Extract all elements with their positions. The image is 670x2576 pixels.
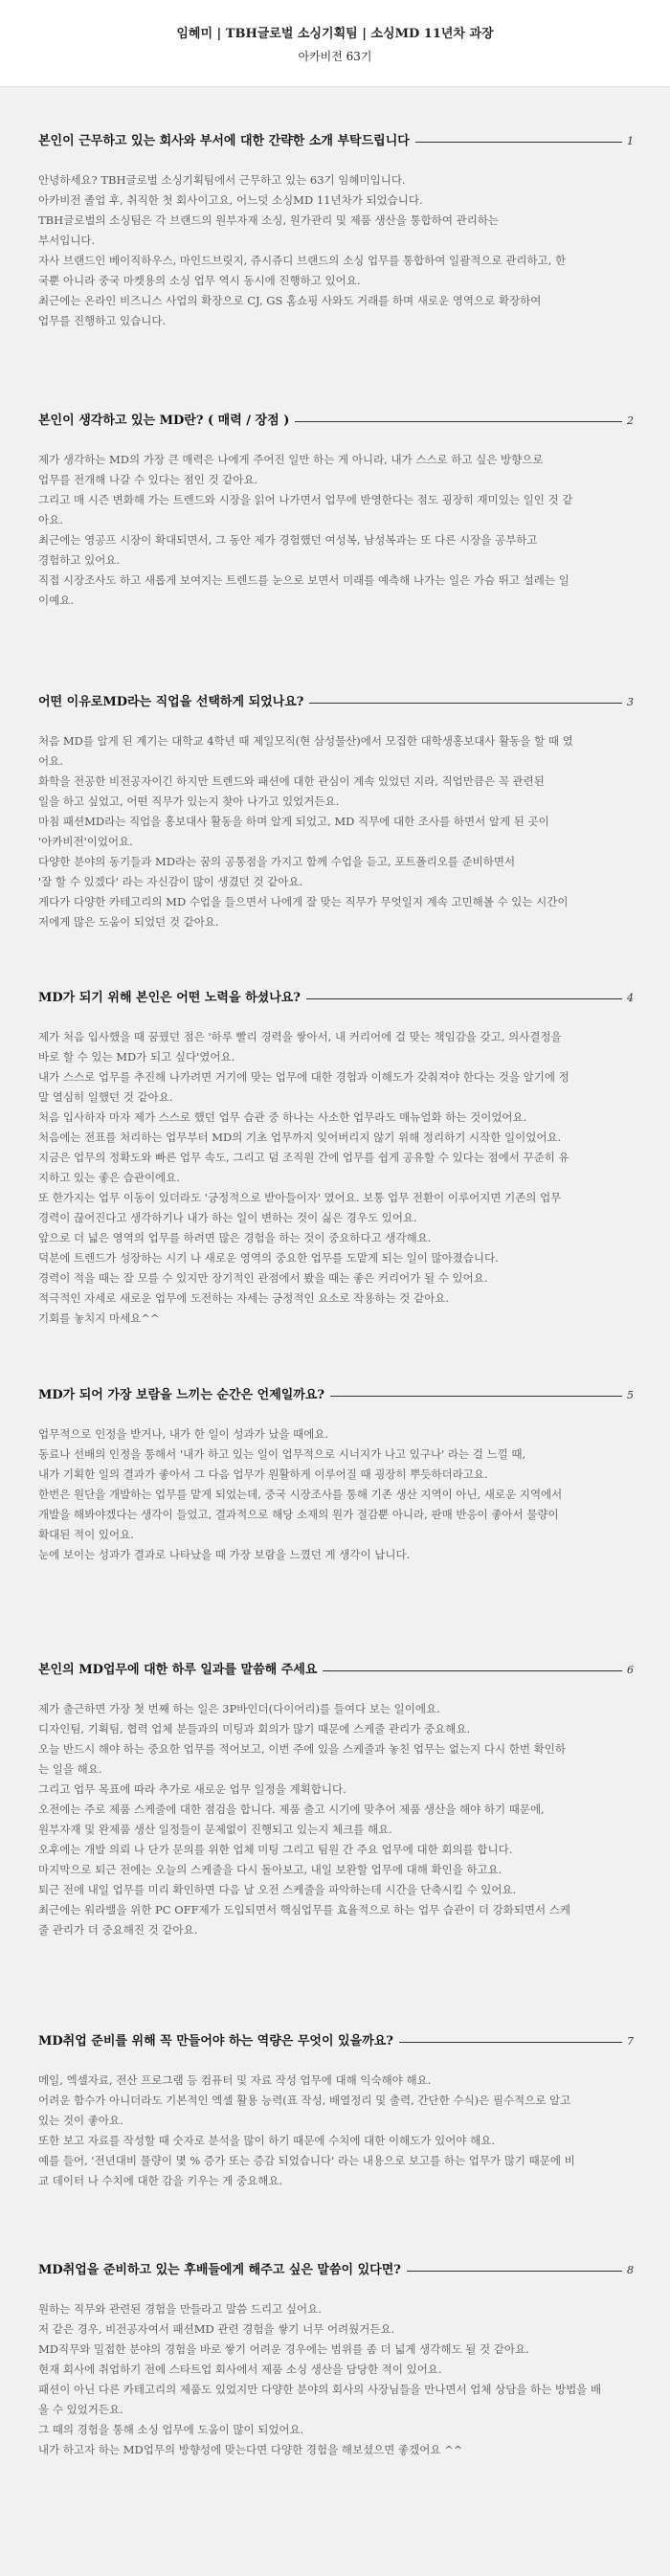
answer-line: 오전에는 주로 제품 스케줄에 대한 점검을 합니다. 제품 출고 시기에 맞추어 제품 생산을 해야 하기 때문에, xyxy=(38,1803,545,1816)
question-title: 본인이 생각하고 있는 MD란? ( 매력 / 장점 ) xyxy=(38,412,295,431)
answer-line: 예를 들어, '전년대비 물량이 몇 % 증가 또는 증감 되었습니다' 라는 내용으로 보고를 하는 업무가 많기 때문에 비 xyxy=(38,2154,575,2167)
answer-line: 마침 패션MD라는 직업을 홍보대사 활동을 하며 알게 되었고, MD 직무에 대한 조사를 하면서 알게 된 곳이 xyxy=(38,815,549,828)
qa-section-4 xyxy=(38,989,634,1329)
question-number: 6 xyxy=(627,1664,634,1676)
qa-section-6 xyxy=(38,1661,634,1940)
answer-line: 업무를 진행하고 있습니다. xyxy=(38,314,167,327)
answer-line: 자사 브랜드인 베이직하우스, 마인드브릿지, 쥬시쥬디 브랜드의 소싱 업무를 통합하여 일괄적으로 관리하고, 한 xyxy=(38,254,567,267)
answer-line: 그리고 매 시즌 변화해 가는 트렌드와 시장을 읽어 나가면서 업무에 반영한다는 점도 굉장히 재미있는 일인 것 같 xyxy=(38,493,573,506)
question-title: MD취업 준비를 위해 꼭 만들어야 하는 역량은 무엇이 있을까요? xyxy=(38,2032,399,2051)
answer-line: 내가 스스로 업무를 추진해 나가려면 거기에 맞는 업무에 대한 경험과 이해도가 갖춰져야 한다는 것을 알기에 정 xyxy=(38,1070,570,1084)
question-number: 1 xyxy=(627,135,634,147)
answer-line: 화학을 전공한 비전공자이긴 하지만 트렌드와 패션에 대한 관심이 계속 있었던 지라, 직업만큼은 꼭 관련된 xyxy=(38,774,545,788)
answer-line: 그리고 업무 목표에 따라 추가로 새로운 업무 일정을 계획합니다. xyxy=(38,1782,346,1796)
answer-line: 경력이 끊어진다고 생각하기나 내가 하는 일이 변하는 것이 싫은 경우도 있어요. xyxy=(38,1211,417,1224)
answer-line: 처음 입사하자 마자 제가 스스로 했던 업무 습관 중 하나는 사소한 업무라도 매뉴얼화 하는 것이었어요. xyxy=(38,1110,527,1124)
profile-header xyxy=(0,0,670,87)
answer-line: 교 데이터 나 수치에 대한 감을 키우는 게 중요해요. xyxy=(38,2174,283,2187)
answer-line: 이예요. xyxy=(38,594,74,607)
question-header xyxy=(38,132,634,153)
answer-line: 패션이 아닌 다른 카테고리의 제품도 있었지만 다양한 분야의 회사의 사장님들을 만나면서 업체 상담을 하는 방법을 배 xyxy=(38,2383,602,2396)
answer-line: 말 열심히 일했던 것 같아요. xyxy=(38,1090,173,1104)
answer-line: 아카비전 졸업 후, 취직한 첫 회사이고요, 어느덧 소싱MD 11년차가 되었습니다. xyxy=(38,193,423,207)
answer-line: 안녕하세요? TBH글로벌 소싱기획팀에서 근무하고 있는 63기 임혜미입니다. xyxy=(38,173,406,187)
answer-line: 다양한 분야의 동기들과 MD라는 꿈의 공통점을 가지고 함께 수업을 듣고, 포트폴리오를 준비하면서 xyxy=(38,855,516,868)
answer-line: 업무적으로 인정을 받거나, 내가 한 일이 성과가 났을 때에요. xyxy=(38,1427,329,1441)
question-header xyxy=(38,1386,634,1407)
answer-line: 어요. xyxy=(38,754,63,768)
question-header xyxy=(38,989,634,1010)
answer-line: 개발을 해봐야겠다는 생각이 들었고, 결과적으로 해당 소재의 원가 절감뿐 아니라, 판매 반응이 좋아서 물량이 xyxy=(38,1508,559,1521)
answer-line: 업무를 전개해 나갈 수 있다는 점인 것 같아요. xyxy=(38,473,258,486)
answer-line: 제가 처음 입사했을 때 꿈꿨던 점은 '하루 빨리 경력을 쌓아서, 내 커리어에 걸 맞는 책임감을 갖고, 의사결정을 xyxy=(38,1030,562,1043)
question-title: MD가 되기 위해 본인은 어떤 노력을 하셨나요? xyxy=(38,989,306,1008)
answer-line: 처음 MD를 알게 된 계기는 대학교 4학년 때 제일모직(현 삼성물산)에서 모집한 대학생홍보대사 활동을 할 때 였 xyxy=(38,734,573,748)
answer-line: 내가 기획한 일의 결과가 좋아서 그 다음 업무가 원활하게 이루어질 때 굉장히 뿌듯하더라고요. xyxy=(38,1467,488,1481)
qa-section-8 xyxy=(38,2261,634,2460)
answer-line: 울 수 있었거든요. xyxy=(38,2403,123,2416)
answer-line: 게다가 다양한 카테고리의 MD 수업을 들으면서 나에게 잘 맞는 직무가 무엇일지 계속 고민해볼 수 있는 시간이 xyxy=(38,895,569,908)
answer-line: 메일, 엑셀자료, 전산 프로그램 등 컴퓨터 및 자료 작성 업무에 대해 익숙해야 해요. xyxy=(38,2073,432,2087)
answer-line: 경험하고 있어요. xyxy=(38,553,121,567)
answer-line: 확대된 적이 있어요. xyxy=(38,1528,134,1541)
answer-line: MD직무와 밀접한 분야의 경험을 바로 쌓기 어려운 경우에는 범위를 좀 더 넓게 생각해도 될 것 같아요. xyxy=(38,2342,529,2356)
answer-line: 디자인팀, 기획팀, 협력 업체 분들과의 미팅과 회의가 많기 때문에 스케줄 관리가 중요해요. xyxy=(38,1722,471,1736)
answer-line: 덕분에 트렌드가 성장하는 시기 나 새로운 영역의 중요한 업무를 도맡게 되는 일이 많아졌습니다. xyxy=(38,1251,499,1265)
qa-section-2 xyxy=(38,412,634,611)
question-number: 4 xyxy=(627,992,634,1004)
question-title: 어떤 이유로MD라는 직업을 선택하게 되었나요? xyxy=(38,693,309,712)
answer-line: TBH글로벌의 소싱팀은 각 브랜드의 원부자재 소싱, 원가관리 및 제품 생산을 통합하여 관리하는 xyxy=(38,213,500,227)
answer-text xyxy=(38,2299,634,2460)
answer-line: 한번은 원단을 개발하는 업무를 맡게 되었는데, 중국 시장조사를 통해 기존 생산 지역이 아닌, 새로운 지역에서 xyxy=(38,1488,563,1501)
question-title: 본인의 MD업무에 대한 하루 일과를 말씀해 주세요 xyxy=(38,1661,323,1680)
answer-text xyxy=(38,450,634,611)
answer-line: 기회를 놓치지 마세요^^ xyxy=(38,1311,160,1325)
profile-org-line: 아카비전 63기 xyxy=(298,50,372,63)
answer-line: 최근에는 워라밸을 위한 PC OFF제가 도입되면서 핵심업무를 효율적으로 하는 업무 습관이 더 강화되면서 스케 xyxy=(38,1903,571,1916)
answer-line: 오후에는 개발 의뢰 나 단가 문의를 위한 업체 미팅 그리고 팀원 간 주요 업무에 대한 회의를 합니다. xyxy=(38,1843,513,1856)
answer-line: 제가 생각하는 MD의 가장 큰 매력은 나에게 주어진 일만 하는 게 아니라, 내가 스스로 하고 싶은 방향으로 xyxy=(38,453,544,466)
answer-line: 는 일을 해요. xyxy=(38,1762,102,1776)
answer-line: 줄 관리가 더 중요해진 것 같아요. xyxy=(38,1923,198,1937)
answer-text xyxy=(38,2071,634,2191)
answer-line: 또한 보고 자료를 작성할 때 숫자로 분석을 많이 하기 때문에 수치에 대한 이해도가 있어야 해요. xyxy=(38,2134,495,2147)
answer-line: 국뿐 아니라 중국 마켓용의 소싱 업무 역시 동시에 진행하고 있어요. xyxy=(38,274,361,287)
answer-line: 원하는 직무와 관련된 경험을 만들라고 말씀 드리고 싶어요. xyxy=(38,2302,322,2316)
answer-text xyxy=(38,1027,634,1329)
answer-line: 경력이 적을 때는 잘 모를 수 있지만 장기적인 관점에서 봤을 때는 좋은 커리어가 될 수 있어요. xyxy=(38,1271,488,1285)
answer-line: 그 때의 경험을 통해 소싱 업무에 도움이 많이 되었어요. xyxy=(38,2423,304,2436)
answer-line: 원부자재 및 완제품 생산 일정들이 문제없이 진행되고 있는지 체크를 해요. xyxy=(38,1823,392,1836)
question-number: 5 xyxy=(627,1389,634,1401)
answer-line: 내가 하고자 하는 MD업무의 방향성에 맞는다면 다양한 경험을 해보셨으면 좋겠어요 ^^ xyxy=(38,2443,463,2456)
profile-name-line: 임혜미 | TBH글로벌 소싱기획팀 | 소싱MD 11년차 과장 xyxy=(176,27,494,41)
answer-line: 저 같은 경우, 비전공자여서 패션MD 관련 경험을 쌓기 너무 어려웠거든요. xyxy=(38,2322,395,2336)
answer-line: 저에게 많은 도움이 되었던 것 같아요. xyxy=(38,915,219,929)
answer-text xyxy=(38,1699,634,1940)
answer-line: 동료나 선배의 인정을 통해서 '내가 하고 있는 일이 업무적으로 시너지가 나고 있구나' 라는 걸 느낄 때, xyxy=(38,1447,526,1461)
question-header xyxy=(38,693,634,714)
question-header xyxy=(38,2032,634,2053)
answer-line: '잘 할 수 있겠다' 라는 자신감이 많이 생겼던 것 같아요. xyxy=(38,875,303,888)
answer-line: 오늘 반드시 해야 하는 중요한 업무를 적어보고, 이번 주에 있을 스케줄과 놓친 업무는 없는지 다시 한번 확인하 xyxy=(38,1742,566,1756)
answer-line: 지하고 있는 좋은 습관이에요. xyxy=(38,1171,180,1184)
answer-text xyxy=(38,1424,634,1565)
question-header xyxy=(38,1661,634,1682)
answer-line: 일을 하고 싶었고, 어떤 직무가 있는지 찾아 나가고 있었거든요. xyxy=(38,795,340,808)
answer-line: 눈에 보이는 성과가 결과로 나타났을 때 가장 보람을 느꼈던 게 생각이 납니다. xyxy=(38,1548,411,1561)
answer-line: 지금은 업무의 정확도와 빠른 업무 속도, 그리고 덤 조직원 간에 업무를 쉽게 공유할 수 있다는 점에서 꾸준히 유 xyxy=(38,1151,570,1164)
answer-line: 어려운 함수가 아니더라도 기본적인 엑셀 활용 능력(표 작성, 배열정리 및 출력, 간단한 수식)은 필수적으로 알고 xyxy=(38,2094,571,2107)
question-number: 2 xyxy=(627,414,634,427)
qa-section-5 xyxy=(38,1386,634,1565)
question-number: 8 xyxy=(627,2264,634,2276)
question-header xyxy=(38,2261,634,2282)
answer-line: 또 한가지는 업무 이동이 있더라도 '긍정적으로 받아들이자' 였어요. 보통 업무 전환이 이루어지면 기존의 업무 xyxy=(38,1191,562,1204)
qa-section-1 xyxy=(38,132,634,331)
answer-line: 아요. xyxy=(38,513,63,526)
answer-line: 처음에는 전표를 처리하는 업무부터 MD의 기초 업무까지 잊어버리지 않기 위해 정리하기 시작한 일이었어요. xyxy=(38,1131,562,1144)
answer-line: 바로 할 수 있는 MD가 되고 싶다'였어요. xyxy=(38,1050,235,1064)
question-number: 3 xyxy=(627,696,634,708)
answer-line: 마지막으로 퇴근 전에는 오늘의 스케줄을 다시 돌아보고, 내일 보완할 업무에 대해 확인을 하고요. xyxy=(38,1863,502,1876)
answer-line: 최근에는 온라인 비즈니스 사업의 확장으로 CJ, GS 홈쇼핑 사와도 거래를 하며 새로운 영역으로 확장하여 xyxy=(38,294,542,307)
question-title: 본인이 근무하고 있는 회사와 부서에 대한 간략한 소개 부탁드립니다 xyxy=(38,132,415,151)
question-title: MD취업을 준비하고 있는 후배들에게 해주고 싶은 말씀이 있다면? xyxy=(38,2261,407,2280)
answer-line: 현재 회사에 취업하기 전에 스타트업 회사에서 제품 소싱 생산을 담당한 적이 있어요. xyxy=(38,2363,442,2376)
answer-line: 있는 것이 좋아요. xyxy=(38,2114,123,2127)
answer-line: 퇴근 전에 내일 업무를 미리 확인하면 다음 날 오전 스케줄을 파악하는데 시간을 단축시킬 수 있어요. xyxy=(38,1883,517,1896)
answer-line: 제가 출근하면 가장 첫 번째 하는 일은 3P바인더(다이어리)를 들여다 보는 일이에요. xyxy=(38,1702,440,1715)
answer-text xyxy=(38,170,634,331)
answer-line: 적극적인 자세로 새로운 업무에 도전하는 자세는 긍정적인 요소로 작용하는 것 같아요. xyxy=(38,1291,450,1305)
answer-line: '아카비전'이었어요. xyxy=(38,835,133,848)
question-title: MD가 되어 가장 보람을 느끼는 순간은 언제일까요? xyxy=(38,1386,330,1405)
qa-section-7 xyxy=(38,2032,634,2191)
qa-section-3 xyxy=(38,693,634,932)
question-number: 7 xyxy=(627,2035,634,2048)
answer-line: 직접 시장조사도 하고 새롭게 보여지는 트렌드를 눈으로 보면서 미래를 예측해 나가는 일은 가슴 뛰고 설레는 일 xyxy=(38,573,570,587)
answer-line: 부서입니다. xyxy=(38,234,96,247)
answer-line: 앞으로 더 넓은 영역의 업무를 하려면 많은 경험을 하는 것이 중요하다고 생각해요. xyxy=(38,1231,432,1244)
question-header xyxy=(38,412,634,433)
answer-line: 최근에는 영공프 시장이 확대되면서, 그 동안 제가 경험했던 여성복, 남성복과는 또 다른 시장을 공부하고 xyxy=(38,533,538,547)
answer-text xyxy=(38,731,634,932)
